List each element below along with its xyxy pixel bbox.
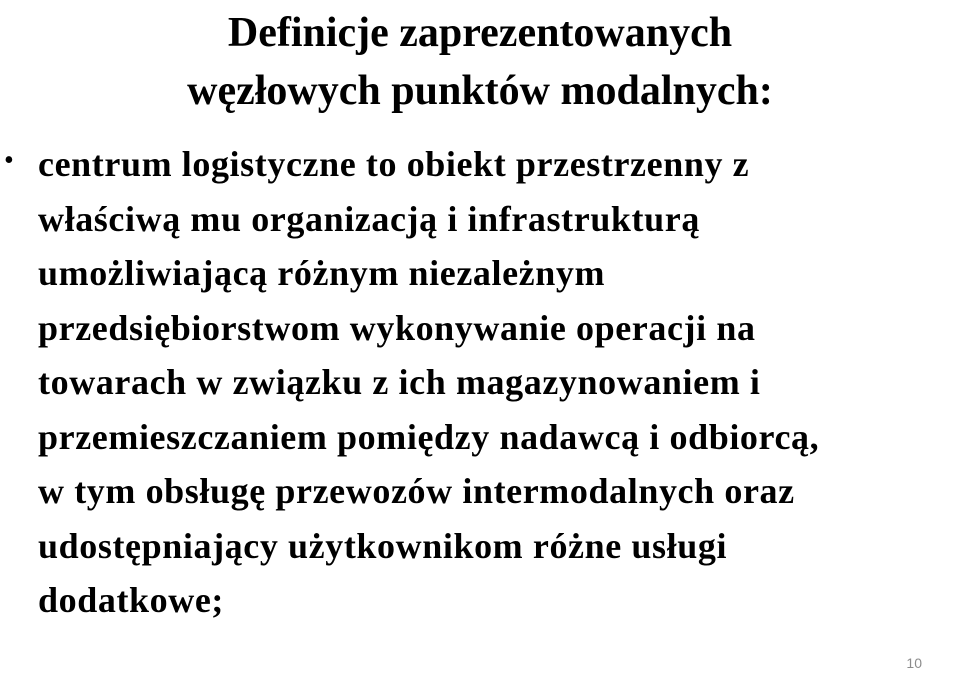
slide-title — [90, 4, 870, 120]
body-line-4: przedsiębiorstwom wykonywanie operacji na — [38, 307, 756, 348]
bullet-icon: • — [4, 145, 14, 176]
body-line-2: właściwą mu organizacją i infrastrukturą — [38, 198, 700, 239]
title-line-1: Definicje zaprezentowanych — [227, 10, 733, 56]
title-line-2: węzłowych punktów modalnych: — [187, 68, 773, 114]
body-line-8: udostępniający użytkownikom różne usługi — [38, 525, 728, 566]
page-number: 10 — [906, 655, 922, 671]
body-line-3: umożliwiającą różnym niezależnym — [38, 253, 606, 293]
body-line-5: towarach w związku z ich magazynowaniem i — [38, 362, 761, 402]
body-line-1: centrum logistyczne to obiekt przestrzenny z — [38, 144, 750, 184]
body-line-9: dodatkowe; — [38, 580, 225, 620]
body-line-7: w tym obsługę przewozów intermodalnych oraz — [38, 471, 795, 511]
body-line-6: przemieszczaniem pomiędzy nadawcą i odbiorcą, — [38, 416, 820, 457]
definition-paragraph — [38, 137, 958, 628]
